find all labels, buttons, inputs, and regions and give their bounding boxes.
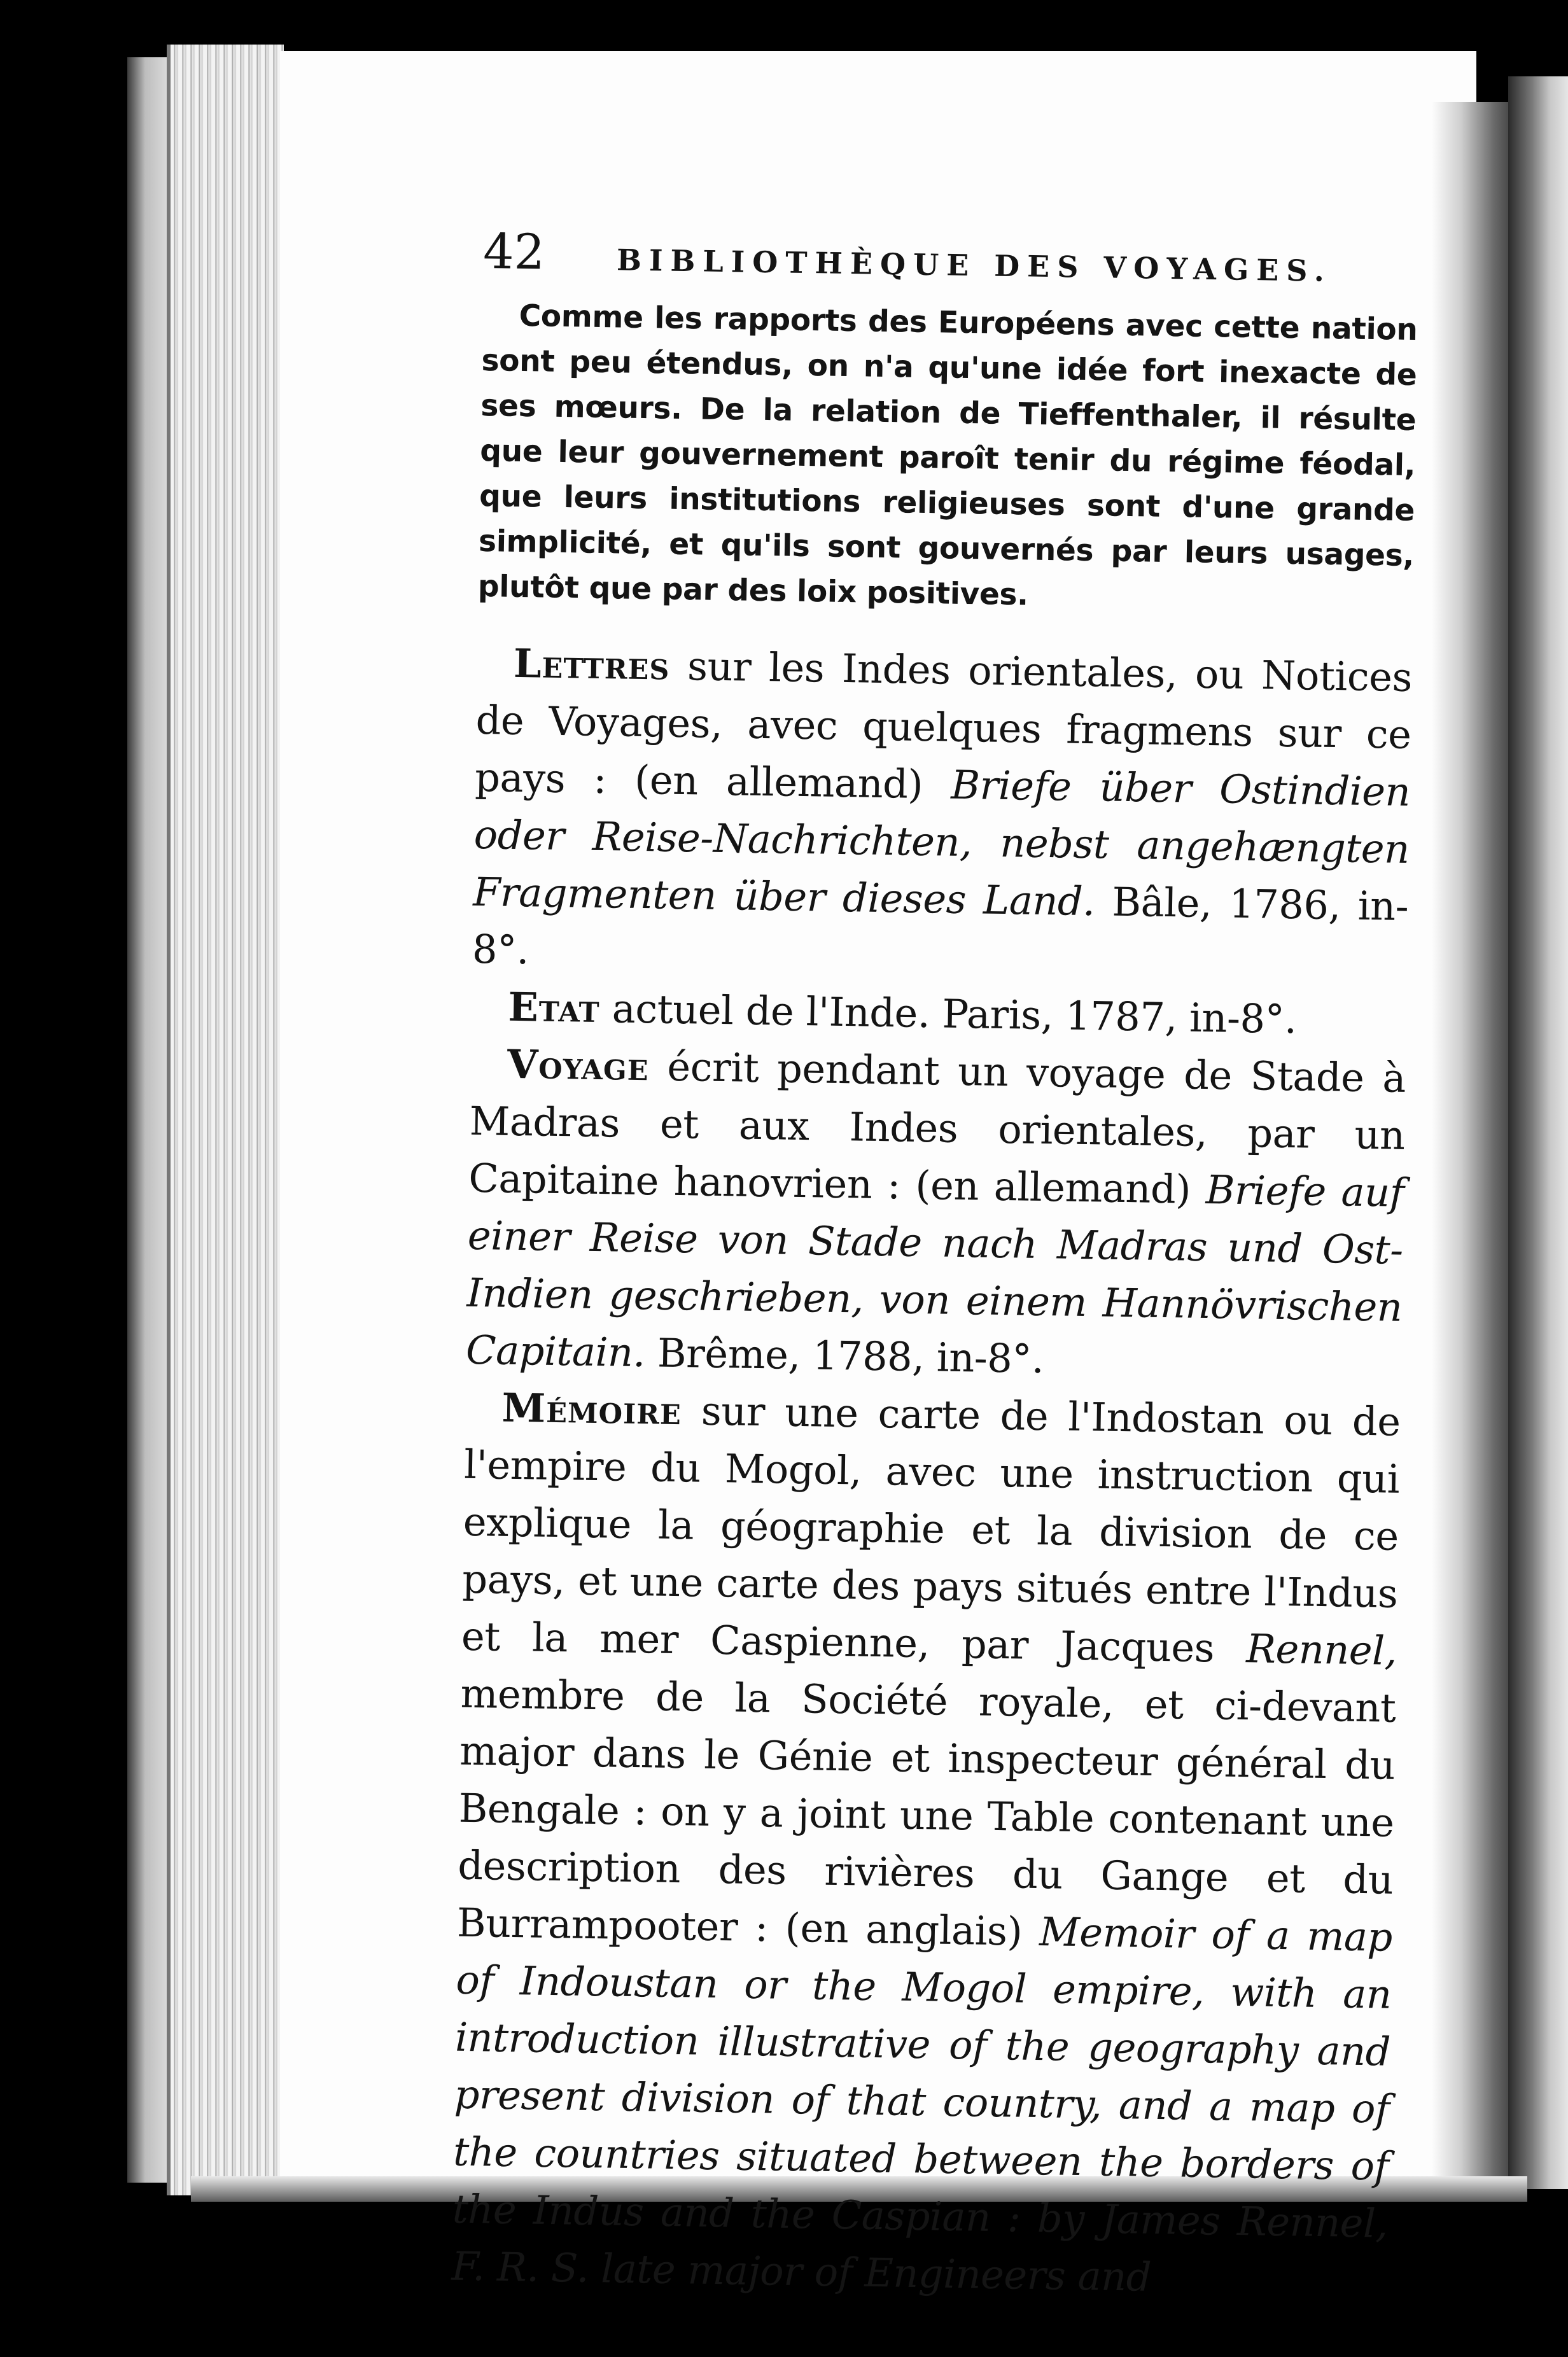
entry-lead: Voyage [507,1040,650,1090]
intro-paragraph: Comme les rapports des Européens avec cette nation sont peu étendus, on n'a qu'une idée fort inexacte de ses mœurs. De la relation de Tieffenthaler, il résulte que leur gouvernement paroît tenir du régime féodal, que leurs institutions religieuses sont d'une grande simplicité, et qu'ils sont gouvernés par leurs usages, plutôt que par des loix positives. [477,298,1418,613]
entry-lettres [472,634,1412,993]
entry-text: actuel de l'Inde. Paris, 1787, in-8°. [599,985,1298,1043]
entry-title: Briefe über Ostindien oder Reise-Nachrichten, nebst angehængten Fragmenten über dieses Land. [472,761,1411,925]
author-name: Rennel, [1245,1625,1397,1674]
text-block [451,223,1419,2310]
gutter-shadow [1432,102,1515,2195]
facing-page-edge [1508,76,1568,2189]
entry-title: Memoir of a map of Indoustan or the Mogol empire, with an introduction illustrative of the geography and present division of that country, and a map of the countries situated between the borders of the Indus and the Caspian : by James Rennel, F. R. S. late major of Engineers and [451,1908,1393,2300]
entry-lead: Etat [508,983,601,1032]
entry-imprint: Brême, 1788, in-8°. [645,1329,1044,1383]
entry-text: sur les Indes orientales, ou Notices de Voyages, avec quelques fragmens sur ce pays : (en allemand) [474,642,1413,808]
running-title: BIBLIOTHÈQUE DES VOYAGES. [616,242,1333,288]
entry-text: sur une carte de l'Indostan ou de l'empire du Mogol, avec une instruction qui explique la géographie et la division de ce pays, et une carte des pays situés entre l'Indus et la mer Caspienne, par Jacques [461,1387,1401,1672]
entry-lead: Mémoire [501,1384,682,1434]
entry-text: écrit pendant un voyage de Stade à Madras et aux Indes orientales, par un Capitaine hanovrien : (en allemand) [468,1043,1406,1213]
entry-imprint: Bâle, 1786, in-8°. [472,878,1409,974]
entry-memoire [451,1379,1401,2310]
entry-lead: Lettres [513,640,671,689]
entry-title: Briefe auf einer Reise von Stade nach Madras und Ost-Indien geschrieben, von einem Hannövrischen Capitain. [465,1166,1404,1376]
entry-voyage [465,1035,1406,1394]
page-stack-edge [167,45,284,2195]
entry-text-continued: membre de la Société royale, et ci-devant major dans le Génie et inspecteur général du Bengale : on y a joint une Table contenant une description des rivières du Gange et du Burrampooter : (en anglais) [456,1670,1397,1955]
page-number: 42 [482,223,545,281]
book-spine-shadow [127,57,172,2183]
